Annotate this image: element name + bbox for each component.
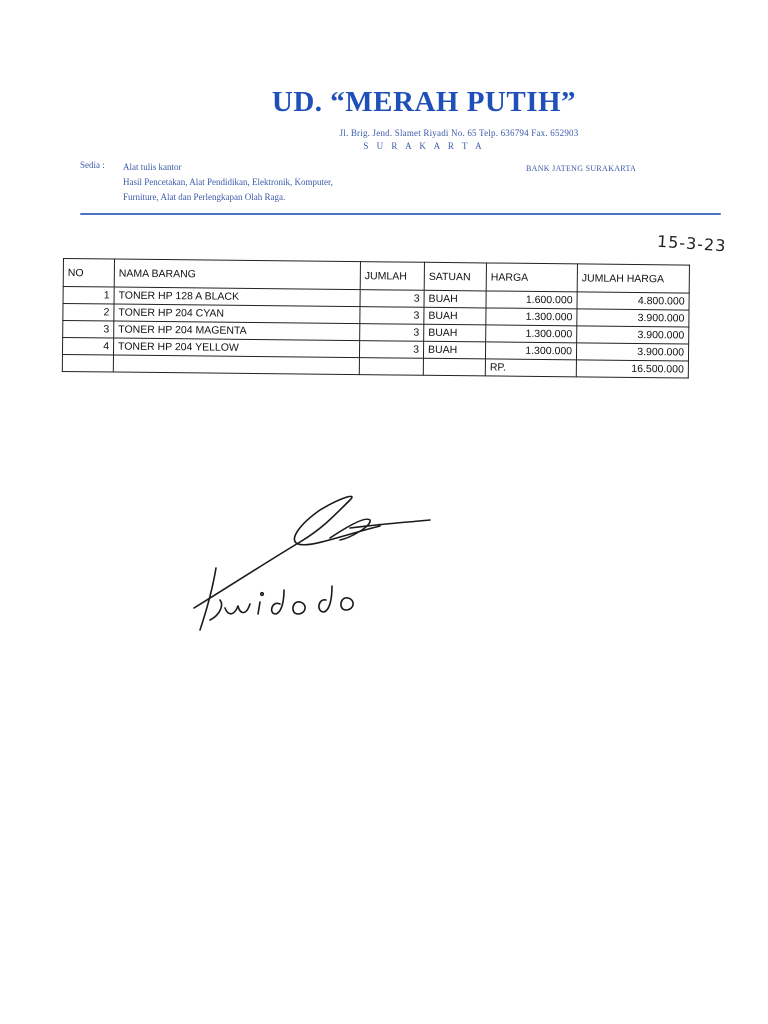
offer-line: Furniture, Alat dan Perlengkapan Olah Raga.	[123, 192, 286, 202]
header-qty: JUMLAH	[360, 262, 424, 291]
company-address: Jl. Brig. Jend. Slamet Riyadi No. 65 Telp. 636794 Fax. 652903	[339, 128, 579, 138]
row-qty: 3	[360, 307, 424, 325]
empty-cell	[62, 354, 113, 372]
row-item: TONER HP 204 YELLOW	[113, 338, 359, 358]
row-unit: BUAH	[423, 341, 485, 359]
row-qty: 3	[359, 341, 423, 359]
row-no: 4	[62, 338, 113, 356]
company-name: UD. “MERAH PUTIH”	[271, 86, 577, 118]
header-no: NO	[63, 259, 114, 288]
row-total: 3.900.000	[577, 326, 689, 344]
row-total: 3.900.000	[577, 309, 689, 327]
row-total: 3.900.000	[576, 343, 688, 361]
row-no: 2	[63, 304, 114, 322]
handwritten-date: 15-3-23	[656, 231, 728, 256]
bank-name: BANK JATENG SURAKARTA	[526, 164, 637, 173]
row-no: 3	[63, 321, 114, 339]
row-price: 1.300.000	[486, 308, 577, 326]
row-unit: BUAH	[424, 290, 486, 308]
row-item: TONER HP 128 A BLACK	[114, 287, 360, 307]
row-price: 1.300.000	[486, 325, 577, 343]
offer-label: Sedia :	[80, 160, 105, 170]
invoice-table	[62, 258, 690, 379]
header-price: HARGA	[486, 263, 577, 292]
row-item: TONER HP 204 CYAN	[114, 304, 360, 324]
row-qty: 3	[360, 290, 424, 308]
offer-line: Alat tulis kantor	[123, 162, 182, 172]
offer-list	[123, 160, 333, 205]
empty-cell	[423, 358, 485, 376]
grand-total: 16.500.000	[576, 360, 688, 378]
row-price: 1.600.000	[486, 291, 577, 309]
company-city: S U R A K A R T A	[363, 141, 485, 151]
total-label: RP.	[485, 359, 576, 377]
row-unit: BUAH	[424, 307, 486, 325]
letterhead	[0, 0, 768, 230]
row-total: 4.800.000	[577, 292, 689, 310]
row-qty: 3	[360, 324, 424, 342]
header-total: JUMLAH HARGA	[577, 264, 689, 293]
letterhead-divider	[80, 213, 721, 215]
offer-line: Hasil Pencetakan, Alat Pendidikan, Elektronik, Komputer,	[123, 177, 333, 187]
header-item: NAMA BARANG	[114, 259, 360, 290]
empty-cell	[113, 355, 359, 375]
row-no: 1	[63, 287, 114, 305]
header-unit: SATUAN	[424, 262, 486, 291]
row-price: 1.300.000	[485, 342, 576, 360]
row-unit: BUAH	[424, 324, 486, 342]
signature	[180, 480, 450, 650]
row-item: TONER HP 204 MAGENTA	[114, 321, 360, 341]
empty-cell	[359, 358, 423, 376]
